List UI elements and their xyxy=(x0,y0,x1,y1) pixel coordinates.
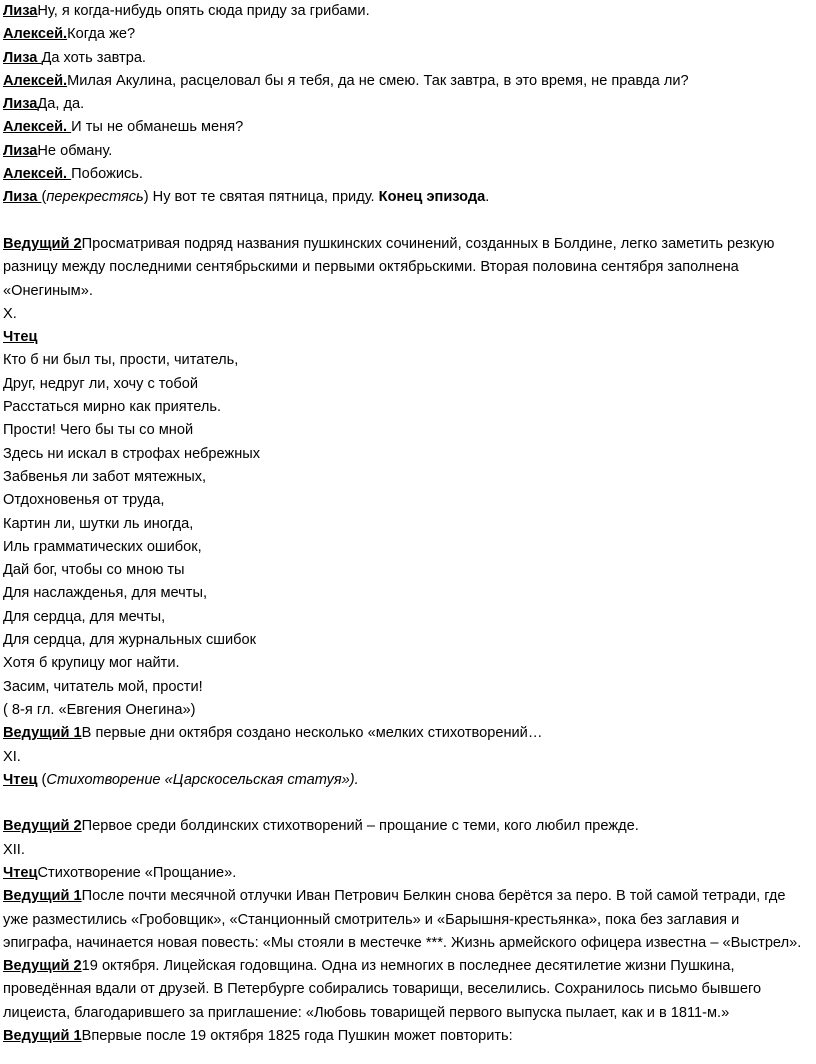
reader-line xyxy=(3,769,809,792)
speaker-label: Лиза xyxy=(3,96,38,113)
end-dot: . xyxy=(485,189,490,206)
speaker-label: Ведущий 1 xyxy=(3,888,82,905)
dialogue-line xyxy=(3,0,809,23)
paragraph-text: Первое среди болдинских стихотворений – прощание с теми, кого любил прежде. xyxy=(81,818,639,835)
dialogue-line xyxy=(3,23,809,46)
speaker-label: Алексей. xyxy=(3,166,72,183)
paren-close: ) xyxy=(143,189,149,206)
section-number: XII. xyxy=(3,841,25,858)
host-paragraph xyxy=(3,955,809,1025)
host-paragraph xyxy=(3,722,809,745)
speaker-label: Лиза xyxy=(3,189,42,206)
speaker-label: Ведущий 1 xyxy=(3,725,82,742)
speaker-label: Чтец xyxy=(3,329,38,346)
poem-line: Дай бог, чтобы со мною ты xyxy=(3,562,185,579)
speaker-label: Алексей. xyxy=(3,119,72,136)
dialogue-text: Не обману. xyxy=(37,142,113,159)
episode-end-label: Конец эпизода xyxy=(378,189,486,206)
speaker-label: Лиза xyxy=(3,3,38,19)
reader-line xyxy=(3,862,809,885)
paragraph-text: Впервые после 19 октября 1825 года Пушкин может повторить: xyxy=(81,1028,513,1045)
poem-line: Отдохновенья от труда, xyxy=(3,492,165,509)
poem-line: ( 8-я гл. «Евгения Онегина») xyxy=(3,701,196,718)
document-page xyxy=(3,0,809,1048)
speaker-label: Ведущий 2 xyxy=(3,958,82,975)
poem-line: Забвенья ли забот мятежных, xyxy=(3,468,207,485)
dialogue-line xyxy=(3,93,809,116)
poem-line: Для сердца, для журнальных сшибок xyxy=(3,632,257,649)
paragraph-text: Стихотворение «Прощание». xyxy=(37,864,237,881)
speaker-label: Лиза xyxy=(3,49,42,66)
dialogue-line xyxy=(3,116,809,139)
dialogue-line xyxy=(3,163,809,186)
host-paragraph xyxy=(3,815,809,838)
section-number: X. xyxy=(3,305,17,322)
dialogue-line xyxy=(3,140,809,163)
dialogue-line xyxy=(3,70,809,93)
poem-line: Засим, читатель мой, прости! xyxy=(3,678,203,695)
poem-line: Для наслажденья, для мечты, xyxy=(3,585,208,602)
dialogue-text: Милая Акулина, расцеловал бы я тебя, да не смею. Так завтра, в это время, не правда ли? xyxy=(67,72,689,89)
dialogue-text: Да, да. xyxy=(37,96,85,113)
poem-line: Здесь ни искал в строфах небрежных xyxy=(3,445,261,462)
dialogue-text: Когда же? xyxy=(67,26,136,43)
speaker-label: Чтец xyxy=(3,771,38,788)
poem-title: Стихотворение «Царскосельская статуя»). xyxy=(46,771,359,788)
speaker-label: Ведущий 2 xyxy=(3,235,82,252)
dialogue-text: Ну, я когда-нибудь опять сюда приду за грибами. xyxy=(37,3,370,19)
reader-heading xyxy=(3,326,809,349)
poem-line: Хотя б крупицу мог найти. xyxy=(3,655,180,672)
host-paragraph xyxy=(3,885,809,955)
paren-open: ( xyxy=(41,189,47,206)
paragraph-text: Просматривая подряд названия пушкинских сочинений, созданных в Болдине, легко заметить резкую разницу между последними сентябрьскими и первыми октябрьскими. Вторая половина сентября заполнена «Онегиным». xyxy=(3,235,775,299)
speaker-label: Алексей. xyxy=(3,72,68,89)
paragraph-text: После почти месячной отлучки Иван Петрович Белкин снова берётся за перо. В той самой тетради, где уже разместились «Гробовщик», «Станционный смотритель» и «Барышня-крестьянка», пока без заглавия и эпиграфа, начинается новая повесть: «Мы стояли в местечке ***. Жизнь армейского офицера известна – «Выстрел». xyxy=(3,888,802,951)
paren-open: ( xyxy=(37,771,47,788)
paragraph-text: В первые дни октября создано несколько «мелких стихотворений… xyxy=(81,725,543,742)
dialogue-text: Да хоть завтра. xyxy=(41,49,146,66)
dialogue-text: Ну вот те святая пятница, приду. xyxy=(148,189,379,206)
dialogue-text: Побожись. xyxy=(71,166,143,183)
poem-line: Друг, недруг ли, хочу с тобой xyxy=(3,375,199,392)
poem-block xyxy=(3,349,809,722)
blank-line xyxy=(3,210,809,233)
blank-line xyxy=(3,792,809,815)
poem-line: Для сердца, для мечты, xyxy=(3,608,166,625)
host-paragraph xyxy=(3,1025,809,1048)
poem-line: Расстаться мирно как приятель. xyxy=(3,399,222,416)
stage-remark: перекрестясь xyxy=(46,189,144,206)
speaker-label: Ведущий 2 xyxy=(3,818,82,835)
section-number: XI. xyxy=(3,748,21,765)
host-paragraph xyxy=(3,233,809,303)
poem-line: Иль грамматических ошибок, xyxy=(3,538,202,555)
speaker-label: Алексей. xyxy=(3,26,68,43)
paragraph-text: 19 октября. Лицейская годовщина. Одна из немногих в последнее десятилетие жизни Пушкина, проведённая вдали от друзей. В Петербурге собирались товарищи, веселились. Сохранилось письмо бывшего лицеиста, благодарившего за приглашение: «Любовь товарищей первого выпуска пылает, как и в 1811-м.» xyxy=(3,958,762,1021)
speaker-label: Чтец xyxy=(3,864,38,881)
speaker-label: Лиза xyxy=(3,142,38,159)
poem-line: Прости! Чего бы ты со мной xyxy=(3,422,194,439)
dialogue-line-last xyxy=(3,186,809,209)
dialogue-line xyxy=(3,47,809,70)
dialogue-block xyxy=(3,0,809,186)
speaker-label: Ведущий 1 xyxy=(3,1028,82,1045)
dialogue-text: И ты не обманешь меня? xyxy=(71,119,244,136)
poem-line: Картин ли, шутки ль иногда, xyxy=(3,515,194,532)
poem-line: Кто б ни был ты, прости, читатель, xyxy=(3,352,239,369)
